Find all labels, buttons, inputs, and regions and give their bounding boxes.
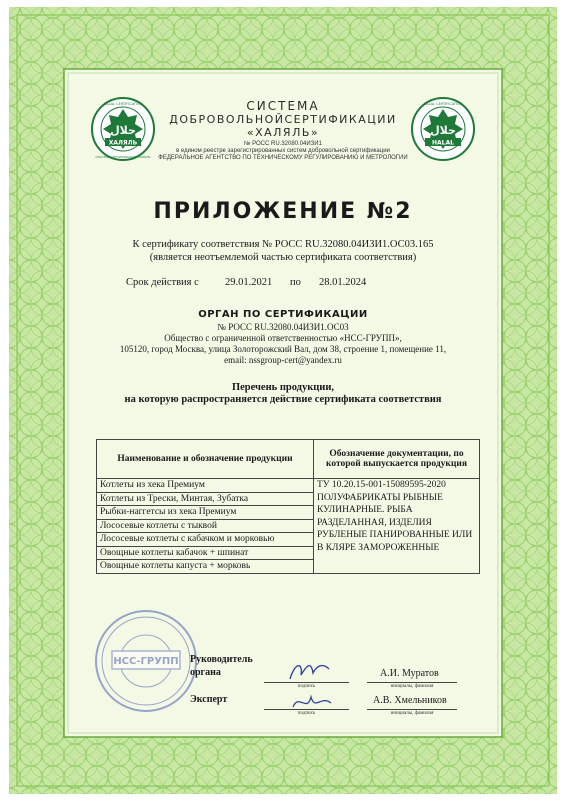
cert-body-address: 105120, город Москва, улица Золоторожский Вал, дом 38, строение 1, помещение 11, <box>119 344 447 354</box>
table-row: Овощные котлеты капуста + морковь <box>97 560 314 574</box>
certificate-ref: К сертификату соответствия № РОСС RU.32080.04ИЗИ1.ОС03.165 <box>132 239 434 250</box>
head-signature-line <box>264 682 349 683</box>
system-line-2: ДОБРОВОЛЬНОЙСЕРТИФИКАЦИИ <box>169 113 397 126</box>
doc-cell <box>314 479 480 574</box>
expert-name: А.В. Хмельников <box>373 695 447 706</box>
expert-name-line <box>367 709 457 710</box>
list-title-1: Перечень продукции, <box>231 382 335 393</box>
cert-body-email: email: nssgroup-cert@yandex.ru <box>224 355 342 365</box>
table-row: Лососевые котлеты с тыквой <box>97 519 314 533</box>
doc-description: ПОЛУФАБРИКАТЫ РЫБНЫЕ КУЛИНАРНЫЕ. РЫБА РАЗДЕЛАННАЯ, ИЗДЕЛИЯ РУБЛЕНЫЕ ПАНИРОВАННЫЕ ИЛИ В КЛЯРЕ ЗАМОРОЖЕННЫЕ <box>317 492 473 553</box>
svg-text:СИСТЕМА СЕРТИФИКАЦИИ ХАЛЯЛЬ: СИСТЕМА СЕРТИФИКАЦИИ ХАЛЯЛЬ <box>95 155 151 159</box>
expert-signature-sub: подпись <box>297 711 316 716</box>
expert-label: Эксперт <box>190 694 228 705</box>
validity-to: 28.01.2024 <box>319 277 367 288</box>
svg-text:HALAL CERTIFICATION: HALAL CERTIFICATION <box>423 102 463 106</box>
expert-signature-line <box>264 709 349 710</box>
agency-name: ФЕДЕРАЛЬНОЕ АГЕНТСТВО ПО ТЕХНИЧЕСКОМУ РЕГУЛИРОВАНИЮ И МЕТРОЛОГИИ <box>158 155 408 161</box>
table-row: Овощные котлеты кабачок + шпинат <box>97 546 314 560</box>
system-line-1: СИСТЕМА <box>246 99 320 113</box>
head-signature-sub: подпись <box>297 684 316 689</box>
certificate-note: (является неотъемлемой частью сертификата соответствия) <box>149 252 417 263</box>
certificate-sheet <box>9 7 557 794</box>
cert-body-heading: ОРГАН ПО СЕРТИФИКАЦИИ <box>198 309 368 320</box>
system-reg-note: в едином реестре зарегистрированных систем добровольной сертификации <box>176 148 390 154</box>
table-row: Лососевые котлеты с кабачком и морковью <box>97 533 314 547</box>
stamp-seal <box>94 609 198 713</box>
svg-text:حلال: حلال <box>110 124 136 137</box>
expert-name-sub: инициалы, фамилия <box>390 711 434 716</box>
products-table <box>96 439 480 574</box>
svg-text:НСС-ГРУПП: НСС-ГРУПП <box>113 656 179 667</box>
cert-body-reg: № РОСС RU.32080.04ИЗИ1.ОС03 <box>217 322 349 332</box>
svg-text:ХАЛЯЛЬ: ХАЛЯЛЬ <box>108 139 138 147</box>
svg-text:HALAL CERTIFICATION: HALAL CERTIFICATION <box>103 102 143 106</box>
table-header-name: Наименование и обозначение продукции <box>97 440 314 479</box>
table-row: Котлеты из хека Премиум <box>97 479 314 493</box>
head-label-1: Руководитель <box>190 654 253 665</box>
system-line-3: «ХАЛЯЛЬ» <box>246 126 320 139</box>
table-row: Рыбки-наггетсы из хека Премиум <box>97 506 314 520</box>
system-reg-number: № РОСС RU.32080.04ИЗИ1 <box>244 141 322 147</box>
validity-by-label: по <box>290 277 301 288</box>
page-title: ПРИЛОЖЕНИЕ №2 <box>153 199 413 224</box>
head-name: А.И. Муратов <box>380 668 439 679</box>
table-row: Котлеты из Трески, Минтая, Зубатка <box>97 492 314 506</box>
svg-text:حلال: حلال <box>430 124 456 137</box>
table-header-doc: Обозначение документации, по которой выпускается продукция <box>314 440 480 479</box>
validity-from: 29.01.2021 <box>225 277 273 288</box>
head-name-sub: инициалы, фамилия <box>390 684 434 689</box>
head-label-2: органа <box>190 667 221 678</box>
list-title-2: на которую распространяется действие сертификата соответствия <box>124 394 442 405</box>
svg-text:HALAL: HALAL <box>432 139 454 147</box>
validity-label: Срок действия с <box>126 277 199 288</box>
head-name-line <box>367 682 457 683</box>
cert-body-org: Общество с ограниченной ответственностью «НСС-ГРУПП», <box>164 333 402 343</box>
doc-code: ТУ 10.20.15-001-15089595-2020 <box>317 480 446 490</box>
